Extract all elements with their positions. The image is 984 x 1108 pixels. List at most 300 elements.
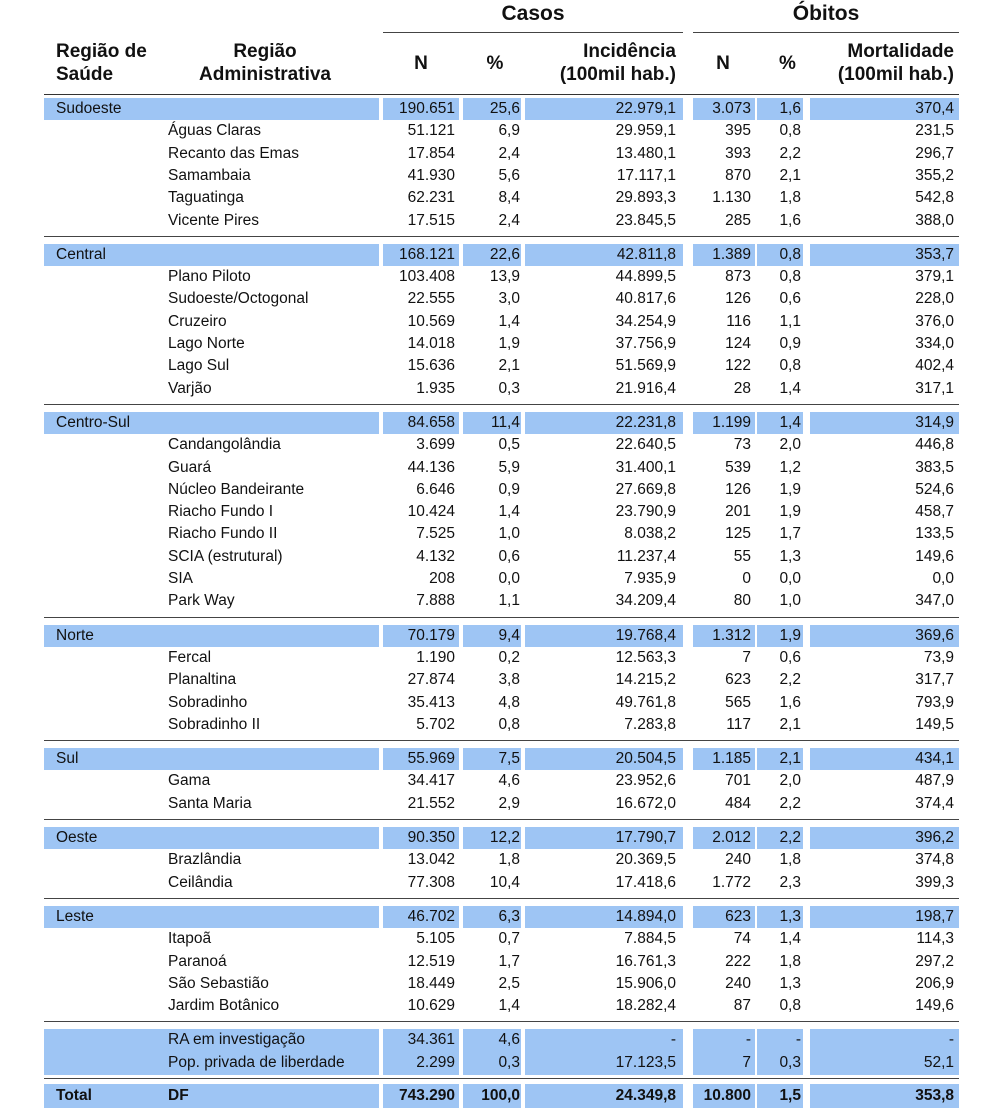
cell-mortality: 149,5 xyxy=(915,715,954,733)
cell-incidence: - xyxy=(670,1031,676,1049)
summary-deaths-pct: 1,6 xyxy=(779,100,801,117)
cell-incidence: 15.906,0 xyxy=(615,974,676,992)
cell-n: 35.413 xyxy=(407,693,455,711)
cell-deaths: 126 xyxy=(725,480,751,498)
cell-n: 77.308 xyxy=(407,873,455,891)
section-rule xyxy=(44,740,959,741)
admin-region-name: Riacho Fundo I xyxy=(168,503,274,521)
cell-n: 12.519 xyxy=(407,952,455,970)
summary-deaths: 1.312 xyxy=(712,626,751,644)
summary-pct: 12,2 xyxy=(489,829,520,846)
cell-deaths: 393 xyxy=(725,144,751,162)
cell-incidence: 23.845,5 xyxy=(615,211,676,229)
cell-deaths-pct: 1,1 xyxy=(779,312,801,330)
admin-region-name: Guará xyxy=(168,458,212,476)
cell-n: 10.569 xyxy=(407,312,455,330)
cell-mortality: 374,8 xyxy=(915,851,954,869)
cell-n: 7.888 xyxy=(416,592,455,610)
summary-pct: 7,5 xyxy=(498,750,520,768)
cell-deaths: 117 xyxy=(726,715,751,733)
cell-n: 10.629 xyxy=(407,997,455,1015)
summary-incidence: 14.894,0 xyxy=(615,907,676,925)
cell-mortality: 73,9 xyxy=(923,648,954,666)
cell-incidence: 18.282,4 xyxy=(615,997,676,1015)
cell-incidence: 17.418,6 xyxy=(615,873,676,891)
cell-mortality: 793,9 xyxy=(915,693,954,711)
admin-region-name: Cruzeiro xyxy=(168,312,227,330)
cell-deaths: 7 xyxy=(742,1053,751,1071)
cell-deaths-pct: 1,8 xyxy=(779,851,801,869)
cell-deaths: 285 xyxy=(725,211,751,229)
col-incidence: Incidência (100mil hab.) xyxy=(559,41,676,85)
cell-pct: 0,8 xyxy=(498,715,520,733)
cell-deaths-pct: 1,9 xyxy=(779,503,801,521)
summary-deaths-pct: 0,8 xyxy=(779,245,801,263)
cell-incidence: 7.884,5 xyxy=(624,930,676,948)
cell-n: 41.930 xyxy=(407,166,455,184)
cell-pct: 4,6 xyxy=(498,772,520,790)
cell-n: 1.935 xyxy=(416,379,455,397)
summary-deaths-pct: 1,9 xyxy=(779,626,801,644)
health-region-name: Leste xyxy=(56,907,94,925)
cell-pct: 5,9 xyxy=(498,458,520,476)
cell-n: 6.646 xyxy=(416,480,455,498)
cell-incidence: 27.669,8 xyxy=(615,480,676,498)
cell-incidence: 34.254,9 xyxy=(615,312,676,330)
cell-pct: 0,9 xyxy=(498,480,520,498)
cell-deaths-pct: 1,2 xyxy=(779,458,801,476)
cell-pct: 0,2 xyxy=(498,648,520,666)
cell-deaths-pct: 0,0 xyxy=(779,570,801,587)
admin-region-name: Ceilândia xyxy=(168,873,233,891)
cell-pct: 0,6 xyxy=(498,547,520,565)
cell-incidence: 20.369,5 xyxy=(615,851,676,869)
summary-deaths: 1.185 xyxy=(712,750,751,768)
cell-incidence: 23.790,9 xyxy=(615,503,676,521)
admin-region-name: Samambaia xyxy=(168,166,251,184)
cell-pct: 1,0 xyxy=(498,525,520,543)
deaths-group-rule xyxy=(693,32,959,33)
summary-deaths-pct: 2,2 xyxy=(779,829,801,846)
cell-deaths: 80 xyxy=(733,592,751,610)
cell-mortality: 231,5 xyxy=(915,122,954,140)
col-admin-region: Região Administrativa xyxy=(199,41,331,85)
cell-mortality: 446,8 xyxy=(915,436,954,454)
summary-deaths-pct: 1,4 xyxy=(779,413,801,431)
cell-deaths-pct: 1,8 xyxy=(779,189,801,207)
summary-pct: 9,4 xyxy=(498,626,520,644)
cases-group-header: Casos xyxy=(501,2,565,25)
cell-mortality: - xyxy=(948,1031,954,1049)
summary-incidence: 20.504,5 xyxy=(615,750,676,768)
health-region-name: Sudoeste xyxy=(56,100,122,117)
cell-deaths: 873 xyxy=(725,268,751,286)
cell-pct: 0,3 xyxy=(498,1053,520,1071)
cell-n: 27.874 xyxy=(407,671,455,689)
cell-n: 5.702 xyxy=(416,715,455,733)
cell-deaths-pct: 1,8 xyxy=(779,952,801,970)
total-region-name: DF xyxy=(168,1087,189,1104)
cell-deaths: 539 xyxy=(725,458,751,476)
cell-n: 15.636 xyxy=(407,357,455,375)
cell-mortality: 133,5 xyxy=(915,525,954,543)
cell-n: 3.699 xyxy=(416,436,455,454)
cell-deaths: 7 xyxy=(742,648,751,666)
cases-group-rule xyxy=(383,32,683,33)
cell-deaths-pct: - xyxy=(795,1031,801,1049)
cell-incidence: 49.761,8 xyxy=(615,693,676,711)
admin-region-name: Plano Piloto xyxy=(168,268,251,286)
admin-region-name: Brazlândia xyxy=(168,851,242,869)
cell-n: 2.299 xyxy=(416,1053,455,1071)
admin-region-name: Sudoeste/Octogonal xyxy=(168,290,309,308)
cell-n: 34.417 xyxy=(407,772,455,790)
col-deaths-n: N xyxy=(716,53,730,74)
col-deaths-pct: % xyxy=(779,53,796,74)
cell-mortality: 297,2 xyxy=(915,952,954,970)
cell-incidence: 44.899,5 xyxy=(615,268,676,286)
cell-pct: 5,6 xyxy=(498,166,520,184)
summary-n: 90.350 xyxy=(407,829,455,846)
cell-deaths: 565 xyxy=(725,693,751,711)
col-health-region: Região de Saúde xyxy=(56,41,147,85)
cell-pct: 8,4 xyxy=(498,189,520,207)
cell-n: 34.361 xyxy=(407,1031,455,1049)
cell-incidence: 37.756,9 xyxy=(615,335,676,352)
admin-region-name: Park Way xyxy=(168,592,235,610)
admin-region-name: Águas Claras xyxy=(168,122,262,140)
summary-mortality: 369,6 xyxy=(915,626,954,644)
cell-deaths: 222 xyxy=(725,952,751,970)
cell-n: 21.552 xyxy=(407,794,455,812)
admin-region-name: Candangolândia xyxy=(168,436,281,454)
admin-region-name: Fercal xyxy=(168,648,212,666)
cell-incidence: 17.123,5 xyxy=(615,1053,676,1071)
col-cases-pct: % xyxy=(486,53,504,74)
section-rule xyxy=(44,1078,959,1079)
summary-n: 55.969 xyxy=(407,750,455,768)
summary-incidence: 17.790,7 xyxy=(615,829,676,846)
summary-deaths: 1.389 xyxy=(712,245,751,263)
summary-deaths-pct: 2,1 xyxy=(779,750,801,768)
cell-mortality: 334,0 xyxy=(915,335,954,352)
cell-incidence: 21.916,4 xyxy=(615,379,676,397)
summary-incidence: 22.979,1 xyxy=(615,100,676,117)
admin-region-name: RA em investigação xyxy=(168,1031,305,1049)
cell-deaths-pct: 0,8 xyxy=(779,268,801,286)
cell-mortality: 206,9 xyxy=(915,974,954,992)
summary-pct: 25,6 xyxy=(489,100,520,117)
cell-incidence: 14.215,2 xyxy=(615,671,676,689)
deaths-group-header: Óbitos xyxy=(792,2,860,25)
cell-deaths-pct: 1,3 xyxy=(779,974,801,992)
cell-deaths-pct: 1,9 xyxy=(779,480,801,498)
cell-deaths: 125 xyxy=(725,525,751,543)
total-deaths-pct: 1,5 xyxy=(779,1087,801,1104)
admin-region-name: Riacho Fundo II xyxy=(168,525,278,543)
summary-deaths: 2.012 xyxy=(712,829,751,846)
cell-mortality: 374,4 xyxy=(915,794,954,812)
admin-region-name: Santa Maria xyxy=(168,794,252,812)
cell-deaths: 870 xyxy=(725,166,751,184)
cell-deaths: 240 xyxy=(725,974,751,992)
health-region-name: Oeste xyxy=(56,829,98,846)
summary-mortality: 370,4 xyxy=(915,100,954,117)
cell-deaths-pct: 0,3 xyxy=(779,1053,801,1071)
cell-mortality: 379,1 xyxy=(915,268,954,286)
cell-deaths-pct: 1,6 xyxy=(779,211,801,229)
cell-deaths: 116 xyxy=(726,312,751,330)
cell-pct: 1,1 xyxy=(498,592,520,610)
cell-deaths: 122 xyxy=(725,357,751,375)
cell-mortality: 487,9 xyxy=(915,772,954,790)
cell-deaths: 201 xyxy=(725,503,751,521)
admin-region-name: SCIA (estrutural) xyxy=(168,547,283,565)
cell-deaths-pct: 2,1 xyxy=(779,715,801,733)
summary-pct: 6,3 xyxy=(498,907,520,925)
summary-n: 84.658 xyxy=(407,413,455,431)
cell-deaths-pct: 0,8 xyxy=(779,997,801,1015)
admin-region-name: Gama xyxy=(168,772,211,790)
cell-pct: 2,4 xyxy=(498,211,520,229)
health-region-name: Central xyxy=(56,245,106,263)
section-rule xyxy=(44,617,959,618)
cell-mortality: 149,6 xyxy=(915,997,954,1015)
cell-incidence: 16.761,3 xyxy=(615,952,676,970)
cell-deaths: 124 xyxy=(725,335,751,352)
summary-n: 46.702 xyxy=(407,907,455,925)
cell-incidence: 51.569,9 xyxy=(615,357,676,375)
section-rule xyxy=(44,1021,959,1022)
summary-n: 70.179 xyxy=(407,626,455,644)
cell-incidence: 29.893,3 xyxy=(615,189,676,207)
admin-region-name: Taguatinga xyxy=(168,189,244,207)
total-label: Total xyxy=(56,1087,92,1104)
cell-deaths-pct: 1,3 xyxy=(779,547,801,565)
cell-incidence: 16.672,0 xyxy=(615,794,676,812)
cell-mortality: 458,7 xyxy=(915,503,954,521)
cell-n: 4.132 xyxy=(416,547,455,565)
cell-deaths: 1.130 xyxy=(712,189,751,207)
cell-mortality: 228,0 xyxy=(915,290,954,308)
cell-deaths-pct: 0,9 xyxy=(779,335,801,352)
admin-region-name: Itapoã xyxy=(168,930,212,948)
cell-incidence: 23.952,6 xyxy=(615,772,676,790)
cell-n: 22.555 xyxy=(407,290,455,308)
cell-deaths: 484 xyxy=(725,794,751,812)
cell-n: 10.424 xyxy=(407,503,455,521)
cell-mortality: 317,1 xyxy=(915,379,954,397)
cell-incidence: 7.283,8 xyxy=(624,715,676,733)
cell-pct: 4,8 xyxy=(498,693,520,711)
cell-pct: 10,4 xyxy=(489,873,520,891)
summary-mortality: 314,9 xyxy=(915,413,954,431)
cell-incidence: 34.209,4 xyxy=(615,592,676,610)
health-region-name: Centro-Sul xyxy=(56,413,131,431)
section-rule xyxy=(44,819,959,820)
cell-n: 5.105 xyxy=(416,930,455,948)
cell-pct: 13,9 xyxy=(489,268,520,286)
cell-incidence: 13.480,1 xyxy=(615,144,676,162)
cell-deaths-pct: 1,4 xyxy=(779,930,801,948)
cell-deaths-pct: 2,2 xyxy=(779,671,801,689)
cell-pct: 6,9 xyxy=(498,122,520,140)
admin-region-name: Planaltina xyxy=(168,671,237,689)
cell-mortality: 524,6 xyxy=(915,480,954,498)
total-pct: 100,0 xyxy=(481,1087,520,1104)
cell-n: 44.136 xyxy=(407,458,455,476)
admin-region-name: SIA xyxy=(168,570,193,587)
admin-region-name: Pop. privada de liberdade xyxy=(168,1053,345,1071)
cell-pct: 1,4 xyxy=(498,503,520,521)
admin-region-name: Varjão xyxy=(168,379,212,397)
cell-deaths-pct: 2,0 xyxy=(779,772,801,790)
cell-deaths-pct: 2,2 xyxy=(779,144,801,162)
cell-n: 17.854 xyxy=(407,144,455,162)
cell-mortality: 0,0 xyxy=(932,570,954,587)
cell-pct: 3,0 xyxy=(498,290,520,308)
cell-deaths-pct: 0,6 xyxy=(779,290,801,308)
health-region-name: Norte xyxy=(56,626,94,644)
summary-deaths: 623 xyxy=(725,907,751,925)
section-rule xyxy=(44,236,959,237)
summary-mortality: 198,7 xyxy=(915,907,954,925)
cell-mortality: 402,4 xyxy=(915,357,954,375)
cell-n: 7.525 xyxy=(416,525,455,543)
cell-mortality: 383,5 xyxy=(915,458,954,476)
admin-region-name: Sobradinho II xyxy=(168,715,261,733)
cell-mortality: 355,2 xyxy=(915,166,954,184)
cell-mortality: 347,0 xyxy=(915,592,954,610)
cell-pct: 0,0 xyxy=(498,570,520,587)
cell-incidence: 40.817,6 xyxy=(615,290,676,308)
cell-deaths-pct: 1,6 xyxy=(779,693,801,711)
cell-pct: 3,8 xyxy=(498,671,520,689)
summary-mortality: 353,7 xyxy=(915,245,954,263)
cell-deaths-pct: 2,0 xyxy=(779,436,801,454)
admin-region-name: Lago Sul xyxy=(168,357,230,375)
cell-deaths: - xyxy=(745,1031,751,1049)
col-mortality: Mortalidade (100mil hab.) xyxy=(837,41,954,85)
header-rule xyxy=(44,94,959,95)
cell-deaths: 701 xyxy=(725,772,751,790)
total-n: 743.290 xyxy=(398,1087,455,1104)
cell-incidence: 31.400,1 xyxy=(615,458,676,476)
cell-deaths-pct: 0,8 xyxy=(779,357,801,375)
summary-deaths: 3.073 xyxy=(712,100,751,117)
cell-incidence: 8.038,2 xyxy=(624,525,676,543)
cell-deaths: 395 xyxy=(725,122,751,140)
cell-mortality: 399,3 xyxy=(915,873,954,891)
cell-mortality: 388,0 xyxy=(915,211,954,229)
cell-deaths-pct: 2,1 xyxy=(779,166,801,184)
admin-region-name: Paranoá xyxy=(168,952,227,970)
section-rule xyxy=(44,404,959,405)
summary-deaths: 1.199 xyxy=(712,413,751,431)
cell-pct: 4,6 xyxy=(498,1031,520,1049)
cell-pct: 2,9 xyxy=(498,794,520,812)
cell-incidence: 11.237,4 xyxy=(616,547,676,565)
cell-deaths: 55 xyxy=(733,547,751,565)
summary-n: 190.651 xyxy=(398,100,455,117)
health-region-name: Sul xyxy=(56,750,79,768)
cell-pct: 1,4 xyxy=(498,997,520,1015)
cell-deaths-pct: 0,6 xyxy=(779,648,801,666)
cell-pct: 1,4 xyxy=(498,312,520,330)
cell-deaths-pct: 1,7 xyxy=(779,525,801,543)
cell-pct: 0,7 xyxy=(498,930,520,948)
total-incidence: 24.349,8 xyxy=(615,1087,676,1104)
cell-n: 17.515 xyxy=(407,211,455,229)
cell-deaths: 623 xyxy=(725,671,751,689)
cell-mortality: 542,8 xyxy=(915,189,954,207)
cell-pct: 2,4 xyxy=(498,144,520,162)
cell-n: 208 xyxy=(429,570,455,587)
admin-region-name: Sobradinho xyxy=(168,693,248,711)
cell-n: 14.018 xyxy=(407,335,455,352)
cell-pct: 0,5 xyxy=(498,436,520,454)
cell-deaths: 74 xyxy=(733,930,751,948)
cell-deaths-pct: 1,4 xyxy=(779,379,801,397)
cell-mortality: 52,1 xyxy=(923,1053,954,1071)
cell-n: 1.190 xyxy=(416,648,455,666)
summary-mortality: 434,1 xyxy=(915,750,954,768)
section-rule xyxy=(44,898,959,899)
summary-deaths-pct: 1,3 xyxy=(779,907,801,925)
cell-mortality: 376,0 xyxy=(915,312,954,330)
summary-pct: 11,4 xyxy=(490,413,520,431)
cell-deaths: 126 xyxy=(725,290,751,308)
cell-incidence: 7.935,9 xyxy=(624,570,676,587)
cell-n: 103.408 xyxy=(398,268,455,286)
cell-mortality: 317,7 xyxy=(915,671,954,689)
cell-pct: 1,8 xyxy=(498,851,520,869)
cell-deaths: 240 xyxy=(725,851,751,869)
cell-mortality: 149,6 xyxy=(915,547,954,565)
admin-region-name: Recanto das Emas xyxy=(168,144,299,162)
admin-region-name: Jardim Botânico xyxy=(168,997,280,1015)
summary-incidence: 42.811,8 xyxy=(616,245,676,263)
cell-deaths: 73 xyxy=(733,436,751,454)
cell-mortality: 296,7 xyxy=(915,144,954,162)
cell-pct: 0,3 xyxy=(498,379,520,397)
summary-incidence: 19.768,4 xyxy=(615,626,676,644)
col-cases-n: N xyxy=(414,53,428,74)
admin-region-name: Núcleo Bandeirante xyxy=(168,480,305,498)
cell-deaths: 28 xyxy=(733,379,751,397)
cell-deaths-pct: 1,0 xyxy=(779,592,801,610)
cell-n: 62.231 xyxy=(407,189,455,207)
cell-n: 51.121 xyxy=(407,122,455,140)
cell-n: 13.042 xyxy=(407,851,455,869)
summary-mortality: 396,2 xyxy=(915,829,954,846)
cell-deaths-pct: 0,8 xyxy=(779,122,801,140)
cell-deaths-pct: 2,2 xyxy=(779,794,801,812)
cell-incidence: 17.117,1 xyxy=(616,166,676,184)
admin-region-name: Vicente Pires xyxy=(168,211,260,229)
summary-pct: 22,6 xyxy=(489,245,520,263)
cell-pct: 1,7 xyxy=(498,952,520,970)
cell-pct: 2,1 xyxy=(498,357,520,375)
cell-incidence: 22.640,5 xyxy=(615,436,676,454)
cell-incidence: 12.563,3 xyxy=(615,648,676,666)
total-mortality: 353,8 xyxy=(915,1087,954,1104)
admin-region-name: Lago Norte xyxy=(168,335,245,352)
cell-pct: 2,5 xyxy=(498,974,520,992)
cell-deaths: 1.772 xyxy=(712,873,751,891)
cell-deaths: 87 xyxy=(733,997,751,1015)
summary-incidence: 22.231,8 xyxy=(615,413,676,431)
